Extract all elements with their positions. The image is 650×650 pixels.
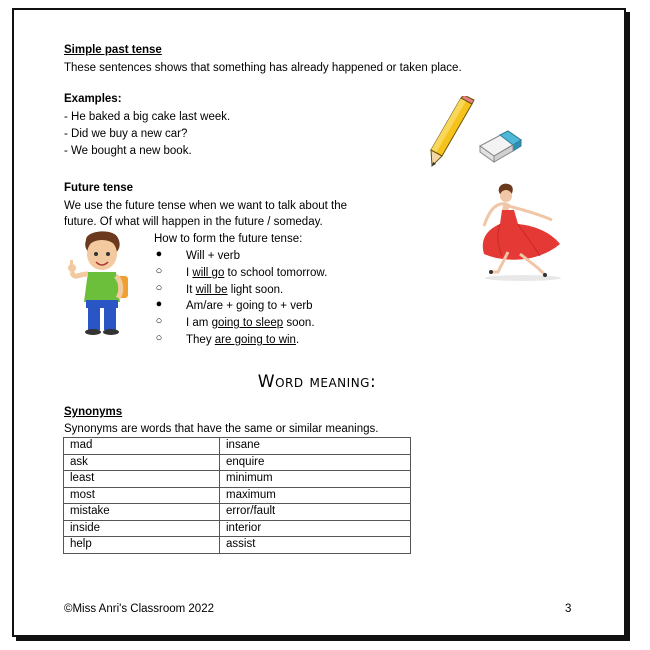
table-row [64, 504, 411, 521]
table-row [64, 471, 411, 488]
word-cell: least [64, 471, 220, 488]
future-example: They are going to win. [186, 334, 300, 346]
future-description-line: future. Of what will happen in the future / someday. [64, 216, 323, 228]
future-example: I am going to sleep soon. [186, 317, 315, 329]
hollow-bullet-icon: ○ [155, 282, 163, 294]
synonym-cell: error/fault [220, 504, 411, 521]
table-row [64, 438, 411, 455]
schoolboy-icon [64, 228, 140, 338]
pencil-eraser-illustration [428, 96, 528, 171]
synonyms-table [63, 437, 411, 554]
example-item: - He baked a big cake last week. [64, 111, 231, 123]
hollow-bullet-icon: ○ [155, 315, 163, 327]
footer-copyright: ©Miss Anri's Classroom 2022 [64, 603, 214, 615]
synonym-cell: enquire [220, 454, 411, 471]
filled-bullet-icon: ● [155, 248, 163, 260]
table-row [64, 454, 411, 471]
synonyms-heading: Synonyms [64, 406, 123, 418]
rule-will-verb: Will + verb [186, 250, 240, 262]
future-tense-heading: Future tense [64, 182, 134, 194]
synonyms-description: Synonyms are words that have the same or similar meanings. [64, 423, 379, 435]
table-row [64, 487, 411, 504]
example-item: - Did we buy a new car? [64, 128, 188, 140]
how-to-form-label: How to form the future tense: [154, 233, 303, 245]
table-row [64, 537, 411, 554]
table-row [64, 520, 411, 537]
synonym-cell: insane [220, 438, 411, 455]
word-cell: ask [64, 454, 220, 471]
word-cell: inside [64, 520, 220, 537]
example-item: - We bought a new book. [64, 145, 192, 157]
future-example: I will go to school tomorrow. [186, 267, 328, 279]
word-cell: help [64, 537, 220, 554]
synonym-cell: interior [220, 520, 411, 537]
synonym-cell: maximum [220, 487, 411, 504]
filled-bullet-icon: ● [155, 298, 163, 310]
examples-heading: Examples: [64, 93, 122, 105]
hollow-bullet-icon: ○ [155, 332, 163, 344]
simple-past-description: These sentences shows that something has already happened or taken place. [64, 62, 462, 74]
future-description-line: We use the future tense when we want to talk about the [64, 200, 347, 212]
rule-going-to: Am/are + going to + verb [186, 300, 313, 312]
pencil-icon [431, 96, 474, 166]
hollow-bullet-icon: ○ [155, 265, 163, 277]
page-number: 3 [565, 603, 572, 615]
future-example: It will be light soon. [186, 284, 284, 296]
word-meaning-title: Word meaning: [257, 372, 377, 392]
word-cell: mad [64, 438, 220, 455]
synonym-cell: minimum [220, 471, 411, 488]
word-cell: mistake [64, 504, 220, 521]
word-cell: most [64, 487, 220, 504]
eraser-icon [480, 131, 521, 162]
simple-past-heading: Simple past tense [64, 44, 162, 56]
synonym-cell: assist [220, 537, 411, 554]
dancing-girl-icon [478, 180, 568, 285]
